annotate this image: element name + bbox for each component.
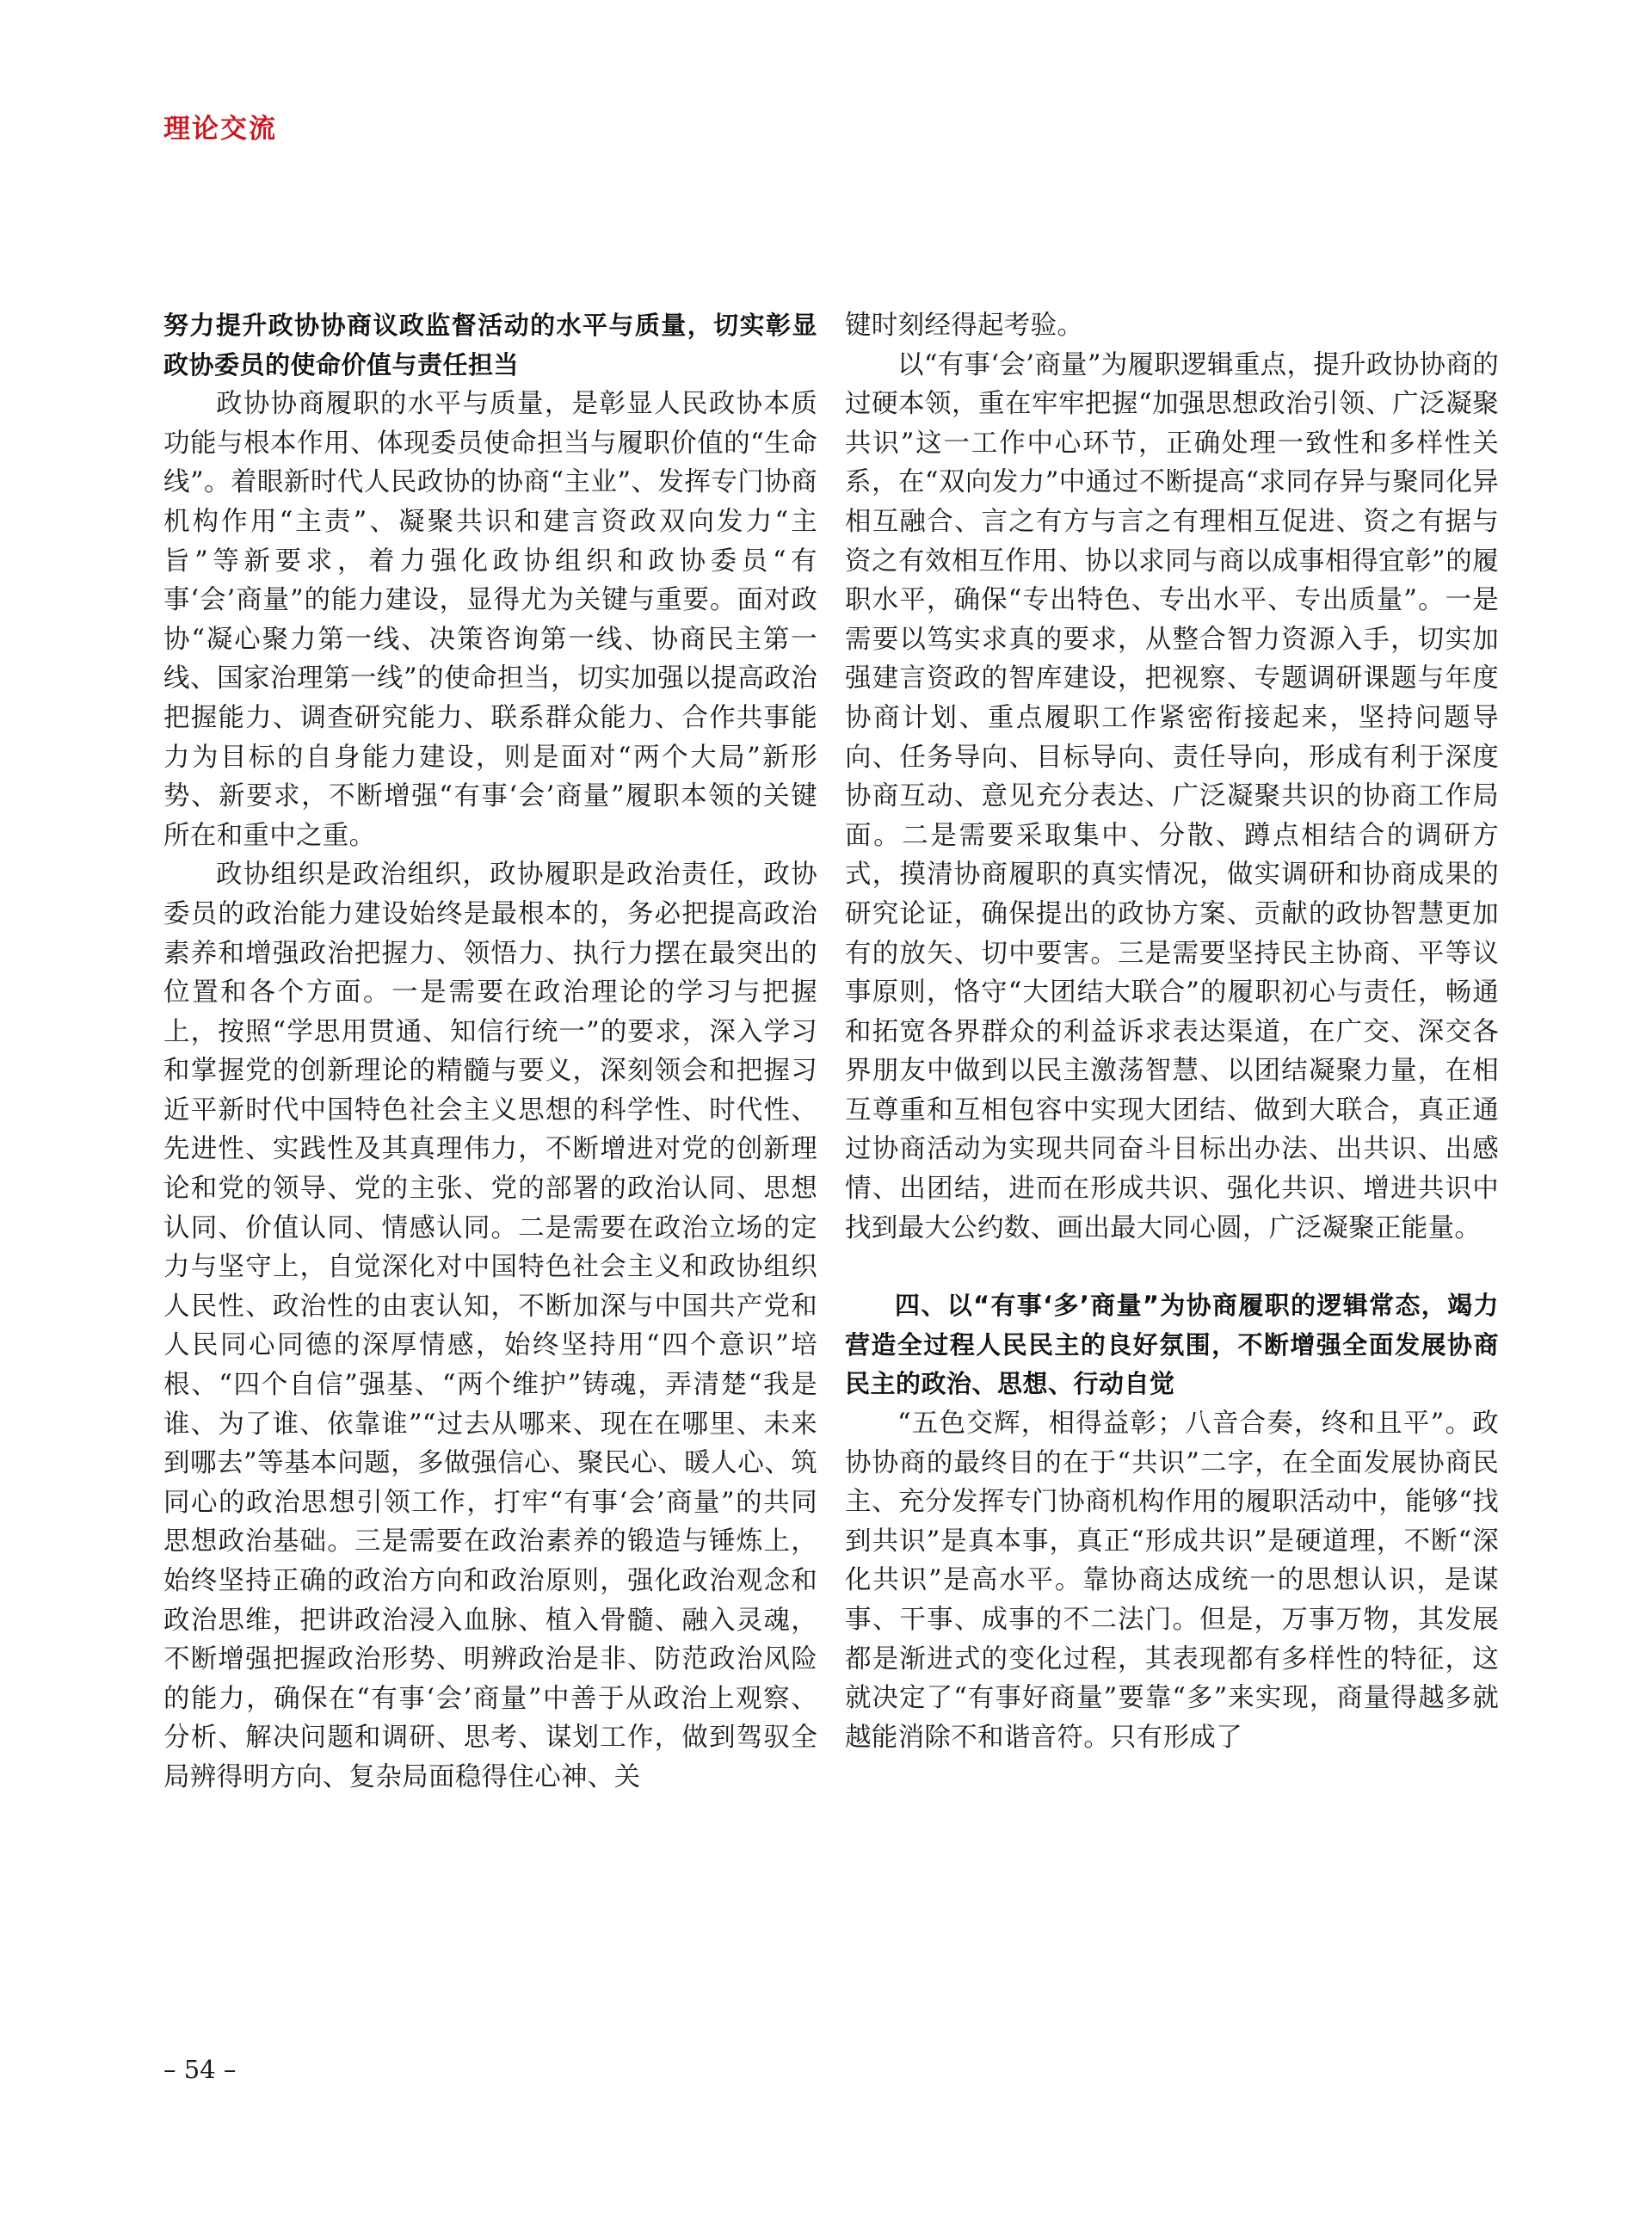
body-paragraph: 政协组织是政治组织，政协履职是政治责任，政协委员的政治能力建设始终是最根本的，务必把提高政治素养和增强政治把握力、领悟力、执行力摆在最突出的位置和各个方面。一是需要在政治理论的学习与把握上，按照“学思用贯通、知信行统一”的要求，深入学习和掌握党的创新理论的精髓与要义，深刻领会和把握习近平新时代中国特色社会主义思想的科学性、时代性、先进性、实践性及其真理伟力，不断增进对党的创新理论和党的领导、党的主张、党的部署的政治认同、思想认同、价值认同、情感认同。二是需要在政治立场的定力与坚守上，自觉深化对中国特色社会主义和政协组织人民性、政治性的由衷认知，不断加深与中国共产党和人民同心同德的深厚情感，始终坚持用“四个意识”培根、“四个自信”强基、“两个维护”铸魂，弄清楚“我是谁、为了谁、依靠谁”“过去从哪来、现在在哪里、未来到哪去”等基本问题，多做强信心、聚民心、暖人心、筑同心的政治思想引领工作，打牢“有事‘会’商量”的共同思想政治基础。三是需要在政治素养的锻造与锤炼上，始终坚持正确的政治方向和政治原则，强化政治观念和政治思维，把讲政治浸入血脉、植入骨髓、融入灵魂，不断增强把握政治形势、明辨政治是非、防范政治风险的能力，确保在“有事‘会’商量”中善于从政治上观察、分析、解决问题和调研、思考、谋划工作，做到驾驭全局辨得明方向、复杂局面稳得住心神、关 — [163, 860, 817, 1792]
section-heading: 努力提升政协协商议政监督活动的水平与质量，切实彰显政协委员的使命价值与责任担当 — [163, 311, 817, 379]
left-column — [163, 306, 817, 2079]
page-number: – 54 – — [163, 2055, 237, 2084]
body-paragraph: 政协协商履职的水平与质量，是彰显人民政协本质功能与根本作用、体现委员使命担当与履职价值的“生命线”。着眼新时代人民政协的协商“主业”、发挥专门协商机构作用“主责”、凝聚共识和建言资政双向发力“主旨”等新要求，着力强化政协组织和政协委员“有事‘会’商量”的能力建设，显得尤为关键与重要。面对政协“凝心聚力第一线、决策咨询第一线、协商民主第一线、国家治理第一线”的使命担当，切实加强以提高政治把握能力、调查研究能力、联系群众能力、合作共事能力为目标的自身能力建设，则是面对“两个大局”新形势、新要求，不断增强“有事‘会’商量”履职本领的关键所在和重中之重。 — [163, 389, 817, 851]
section-spacer — [845, 1248, 1499, 1286]
continued-paragraph: 键时刻经得起考验。 — [845, 311, 1084, 341]
body-paragraph: “五色交辉，相得益彰；八音合奏，终和且平”。政协协商的最终目的在于“共识”二字，在全面发展协商民主、充分发挥专门协商机构作用的履职活动中，能够“找到共识”是真本事，真正“形成共识”是硬道理，不断“深化共识”是高水平。靠协商达成统一的思想认识，是谋事、干事、成事的不二法门。但是，万事万物，其发展都是渐进式的变化过程，其表现都有多样性的特征，这就决定了“有事好商量”要靠“多”来实现，商量得越多就越能消除不和谐音符。只有形成了 — [845, 1409, 1499, 1753]
right-column — [845, 306, 1499, 2079]
body-paragraph: 以“有事‘会’商量”为履职逻辑重点，提升政协协商的过硬本领，重在牢牢把握“加强思想政治引领、广泛凝聚共识”这一工作中心环节，正确处理一致性和多样性关系，在“双向发力”中通过不断提高“求同存异与聚同化异相互融合、言之有方与言之有理相互促进、资之有据与资之有效相互作用、协以求同与商以成事相得宜彰”的履职水平，确保“专出特色、专出水平、专出质量”。一是需要以笃实求真的要求，从整合智力资源入手，切实加强建言资政的智库建设，把视察、专题调研课题与年度协商计划、重点履职工作紧密衔接起来，坚持问题导向、任务导向、目标导向、责任导向，形成有利于深度协商互动、意见充分表达、广泛凝聚共识的协商工作局面。二是需要采取集中、分散、蹲点相结合的调研方式，摸清协商履职的真实情况，做实调研和协商成果的研究论证，确保提出的政协方案、贡献的政协智慧更加有的放矢、切中要害。三是需要坚持民主协商、平等议事原则，恪守“大团结大联合”的履职初心与责任，畅通和拓宽各界群众的利益诉求表达渠道，在广交、深交各界朋友中做到以民主激荡智慧、以团结凝聚力量，在相互尊重和互相包容中实现大团结、做到大联合，真正通过协商活动为实现共同奋斗目标出办法、出共识、出感情、出团结，进而在形成共识、强化共识、增进共识中找到最大公约数、画出最大同心圆，广泛凝聚正能量。 — [845, 349, 1499, 1243]
section-heading: 四、以“有事‘多’商量”为协商履职的逻辑常态，竭力营造全过程人民民主的良好氛围，不断增强全面发展协商民主的政治、思想、行动自觉 — [845, 1291, 1499, 1399]
section-tag: 理论交流 — [163, 114, 277, 145]
